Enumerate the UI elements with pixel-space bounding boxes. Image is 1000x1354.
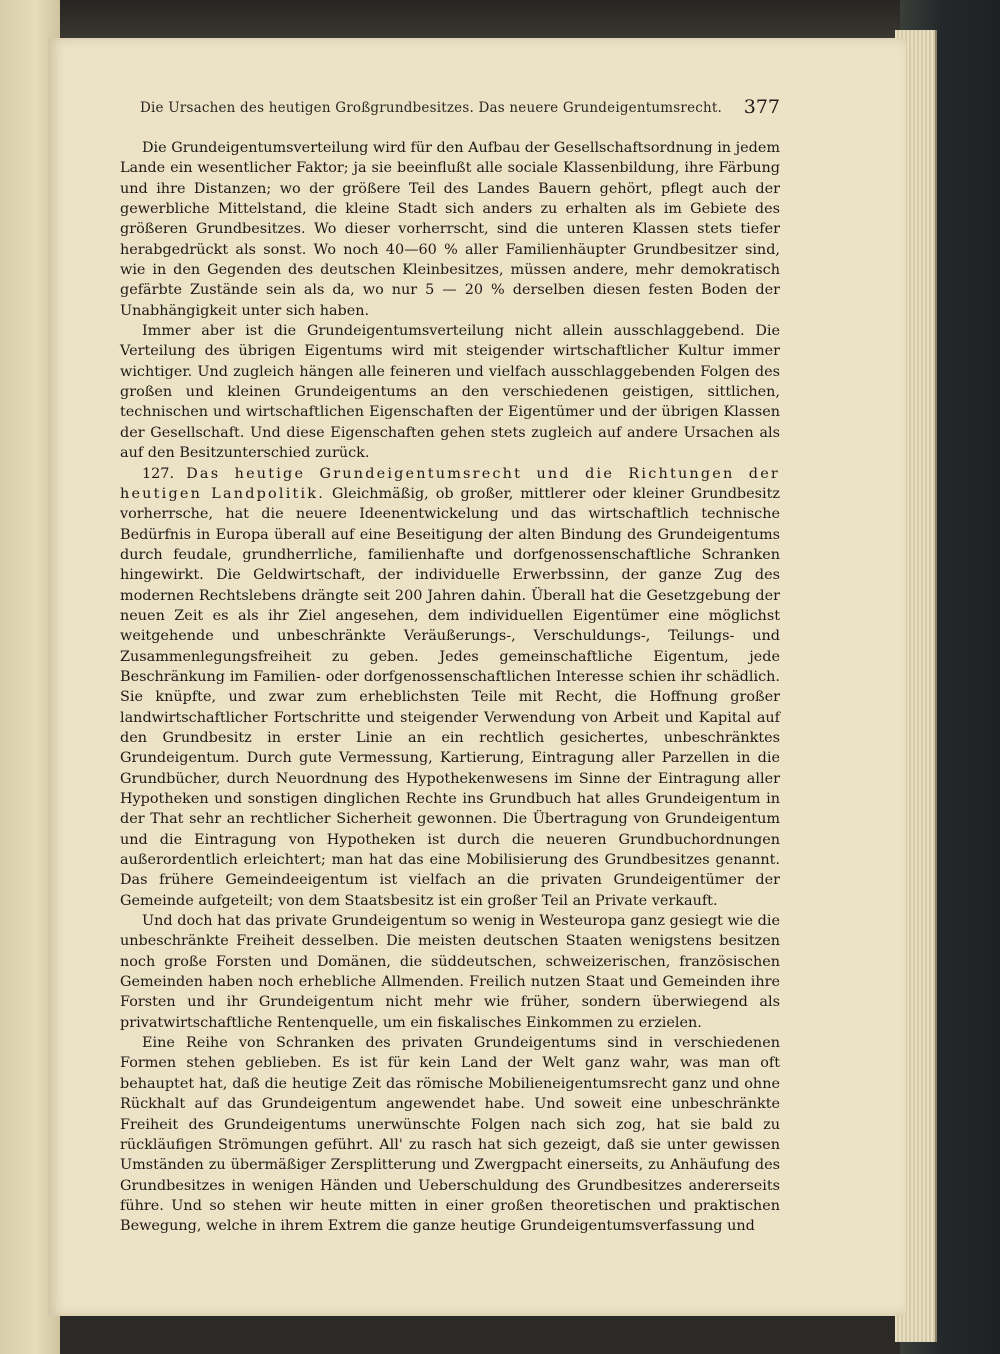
section-heading: Das heutige Grundeigentumsrecht und die Richtungen der heutigen Landpolitik. bbox=[120, 465, 781, 502]
page-header bbox=[140, 96, 780, 126]
book-cover-top bbox=[0, 0, 1000, 40]
section-paragraph bbox=[120, 464, 780, 912]
paragraph: Immer aber ist die Grundeigentumsverteilung nicht allein ausschlaggebend. Die Verteilung des übrigen Eigentums wird mit steigender wirtschaftlicher Kultur immer wichtiger. Und zugleich hängen alle feineren und vielfach ausschlaggebenden Folgen des großen und kleinen Grundeigentums an den verschiedenen geistigen, sittlichen, technischen und wirtschaftlichen Eigenschaften der Eigentümer und der übrigen Klassen der Gesellschaft. Und diese Eigenschaften gehen stets zugleich auf andere Ursachen als auf den Besitzunterschied zurück. bbox=[120, 323, 780, 462]
section-number: 127. bbox=[142, 465, 175, 482]
paragraph: Eine Reihe von Schranken des privaten Grundeigentums sind in verschiedenen Formen stehen geblieben. Es ist für kein Land der Welt ganz wahr, was man oft behauptet hat, daß die heutige Zeit das römische Mobilieneigentumsrecht ganz und ohne Rückhalt auf das Grundeigentum angewendet habe. Und soweit eine unbeschränkte Freiheit des Grundeigentums unerwünschte Folgen nach sich zog, hat sie bald zu rückläufigen Strömungen geführt. All' zu rasch hat sich gezeigt, daß sie unter gewissen Umständen zu übermäßiger Zersplitterung und Zwergpacht einerseits, zu Anhäufung des Grundbesitzes in wenigen Händen und Ueberschuldung des Grundbesitzes andererseits führe. Und so stehen wir heute mitten in einer großen theoretischen und praktischen Bewegung, welche in ihrem Extrem die ganze heutige Grundeigentumsverfassung und bbox=[120, 1035, 780, 1235]
page-body bbox=[120, 138, 780, 1237]
paragraph: Und doch hat das private Grundeigentum so wenig in Westeuropa ganz gesiegt wie die unbeschränkte Freiheit desselben. Die meisten deutschen Staaten wenigstens besitzen noch große Forsten und Domänen, die süddeutschen, schweizerischen, französischen Gemeinden haben noch erhebliche Allmenden. Freilich nutzen Staat und Gemeinden ihre Forsten und ihr Grundeigentum nicht mehr wie früher, sondern überwiegend als privatwirtschaftliche Rentenquelle, um ein fiskalisches Einkommen zu erzielen. bbox=[120, 913, 780, 1031]
section-body: Gleichmäßig, ob großer, mittlerer oder kleiner Grundbesitz vorherrsche, hat die neuere Ideenentwickelung und das wirtschaftlich technische Bedürfnis in Europa überall auf eine Beseitigung der alten Bindung des Grundeigentums durch feudale, grundherrliche, familienhafte und dorfgenossenschaftliche Schranken hingewirkt. Die Geldwirtschaft, der individuelle Erwerbssinn, der ganze Zug des modernen Rechtslebens drängte seit 200 Jahren dahin. Überall hat die Gesetzgebung der neuen Zeit es als ihr Ziel angesehen, dem individuellen Eigentümer eine möglichst weitgehende und unbeschränkte Veräußerungs-, Verschuldungs-, Teilungs- und Zusammenlegungsfreiheit zu geben. Jedes gemeinschaftliche Eigentum, jede Beschränkung im Familien- oder dorfgenossenschaftlichen Interesse schien ihr schädlich. Sie knüpfte, und zwar zum erheblichsten Teile mit Recht, die Hoffnung großer landwirtschaftlicher Fortschritte und steigender Verwendung von Arbeit und Kapital auf den Grundbesitz in erster Linie an ein rechtlich gesichertes, unbeschränktes Grundeigentum. Durch gute Vermessung, Kartierung, Eintragung aller Parzellen in die Grundbücher, durch Neuordnung des Hypothekenwesens im Sinne der Eintragung aller Hypotheken und sonstigen dinglichen Rechte ins Grundbuch hat alles Grundeigentum in der That sehr an rechtlicher Sicherheit gewonnen. Die Übertragung von Grundeigentum und die Eintragung von Hypotheken ist durch die neueren Grundbuchordnungen außerordentlich erleichtert; man hat das eine Mobilisierung des Grundbesitzes genannt. Das frühere Gemeindeeigentum ist vielfach an die privaten Grundeigentümer der Gemeinde aufgeteilt; von dem Staatsbesitz ist ein großer Teil an Private verkauft. bbox=[120, 485, 780, 909]
page-number: 377 bbox=[743, 96, 780, 118]
paragraph: Die Grundeigentumsverteilung wird für den Aufbau der Gesellschaftsordnung in jedem Lande ein wesentlicher Faktor; ja sie beeinflußt alle sociale Klassenbildung, ihre Färbung und ihre Distanzen; wo der größere Teil des Landes Bauern gehört, pflegt auch der gewerbliche Mittelstand, die kleine Stadt sich anders zu erhalten als im Gebiete des größeren Grundbesitzes. Wo dieser vorherrscht, sind die unteren Klassen stets tiefer herabgedrückt als sonst. Wo noch 40—60 % aller Familienhäupter Grundbesitzer sind, wie in den Gegenden des deutschen Kleinbesitzes, müssen andere, mehr demokratisch gefärbte Zustände sein als da, wo nur 5 — 20 % derselben diesen festen Boden der Unabhängigkeit unter sich haben. bbox=[120, 140, 780, 319]
running-title: Die Ursachen des heutigen Großgrundbesitzes. Das neuere Grundeigentumsrecht. bbox=[140, 100, 723, 116]
